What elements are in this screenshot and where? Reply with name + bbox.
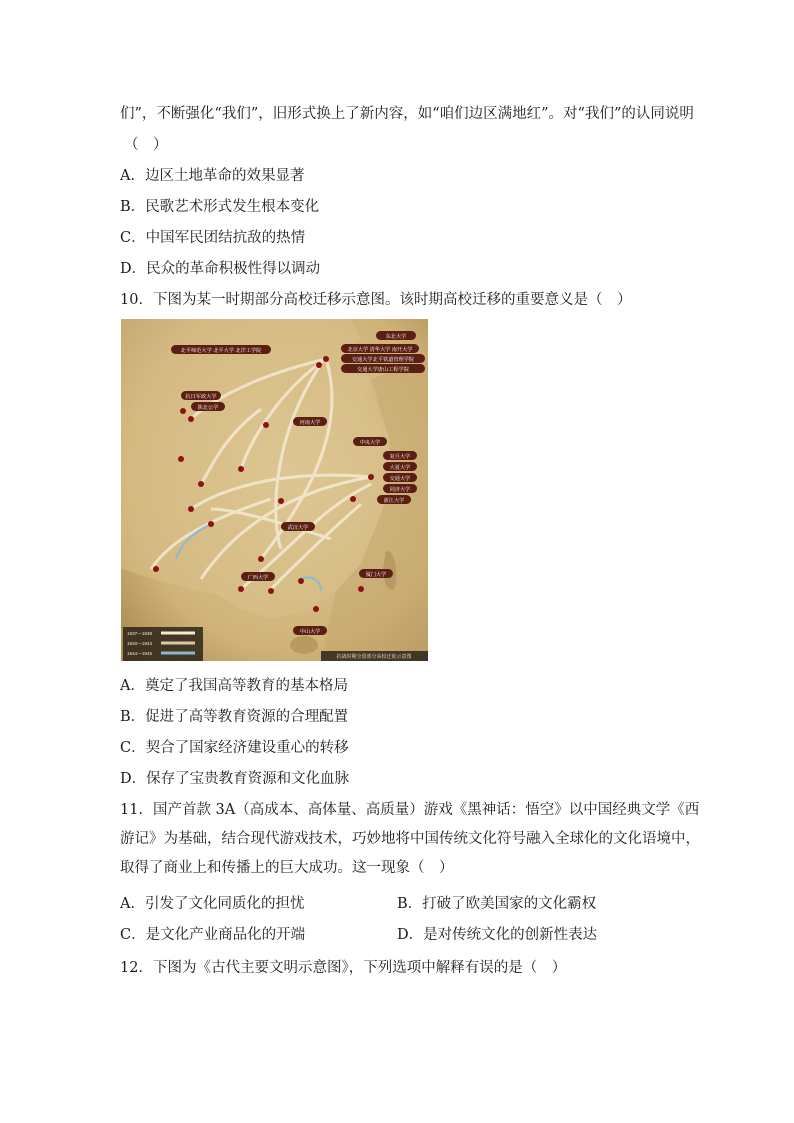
label-zhongyang: 中央大学 <box>359 440 381 446</box>
q10-option-a: A．奠定了我国高等教育的基本格局 <box>120 678 348 694</box>
label-dongbei: 东北大学 <box>385 334 407 340</box>
q11-stem-line-1: 11．国产首款 3A（高成本、高体量、高质量）游戏《黑神话：悟空》以中国经典文学《西 <box>120 802 700 818</box>
q11-option-c: C．是文化产业商品化的开端 <box>120 927 306 943</box>
legend-item-1: 1937—1938 <box>127 631 153 636</box>
label-jiaoda-beiping: 交通大学北平铁道管理学院 <box>351 357 415 363</box>
label-kangda: 抗日军政大学 <box>185 394 217 400</box>
label-daxia: 大夏大学 <box>389 465 411 471</box>
q11-option-a: A．引发了文化同质化的担忧 <box>120 896 305 912</box>
q11-stem-line-2: 游记》为基础，结合现代游戏技术，巧妙地将中国传统文化符号融入全球化的文化语境中， <box>120 831 700 847</box>
label-shanbei: 陕北公学 <box>197 405 219 411</box>
q9-option-a: A．边区土地革命的效果显著 <box>120 168 305 184</box>
q10-option-d: D．保存了宝贵教育资源和文化血脉 <box>120 771 350 787</box>
university-migration-map <box>121 319 428 661</box>
label-jiaoda-tangshan: 交通大学唐山工程学院 <box>357 367 409 373</box>
legend-item-2: 1940—1943 <box>127 641 153 646</box>
map-legend <box>123 627 203 661</box>
q11-stem-line-3: 取得了商业上和传播上的巨大成功。这一现象（ ） <box>120 860 454 876</box>
label-guangxi: 广西大学 <box>247 575 269 581</box>
q9-option-c: C．中国军民团结抗敌的热情 <box>120 230 306 246</box>
label-wuhan: 武汉大学 <box>287 525 309 531</box>
label-zhejiang: 浙江大学 <box>383 498 405 504</box>
label-zhongshan: 中山大学 <box>299 629 321 635</box>
q9-option-b: B．民歌艺术形式发生根本变化 <box>120 199 320 215</box>
q10-stem: 10．下图为某一时期部分高校迁移示意图。该时期高校迁移的重要意义是（ ） <box>120 292 632 308</box>
q9-stem-tail: 们”，不断强化“我们”，旧形式换上了新内容，如“咱们边区满地红”。对“我们”的认同说明 <box>120 106 694 122</box>
legend-item-3: 1944—1945 <box>127 651 153 656</box>
label-henan: 河南大学 <box>299 420 321 426</box>
label-beiping-group: 北平师范大学 北平大学 北洋工学院 <box>180 348 262 354</box>
q9-answer-paren: （ ） <box>124 137 168 153</box>
label-jiaotong: 交通大学 <box>389 476 411 482</box>
q11-option-b: B．打破了欧美国家的文化霸权 <box>397 896 597 912</box>
q12-stem: 12．下图为《古代主要文明示意图》，下列选项中解释有误的是（ ） <box>120 960 567 976</box>
q11-option-d: D．是对传统文化的创新性表达 <box>397 927 598 943</box>
hainan-island <box>290 636 318 654</box>
map-title: 抗战时期全国部分高校迁徙示意图 <box>336 654 412 660</box>
label-xiamen: 厦门大学 <box>365 572 387 578</box>
q10-option-b: B．促进了高等教育资源的合理配置 <box>120 709 349 725</box>
label-beida: 北京大学 清华大学 南开大学 <box>347 347 413 353</box>
q9-option-d: D．民众的革命积极性得以调动 <box>120 261 321 277</box>
label-tongji: 同济大学 <box>389 487 411 493</box>
label-fudan: 复旦大学 <box>389 454 411 460</box>
q10-option-c: C．契合了国家经济建设重心的转移 <box>120 740 349 756</box>
